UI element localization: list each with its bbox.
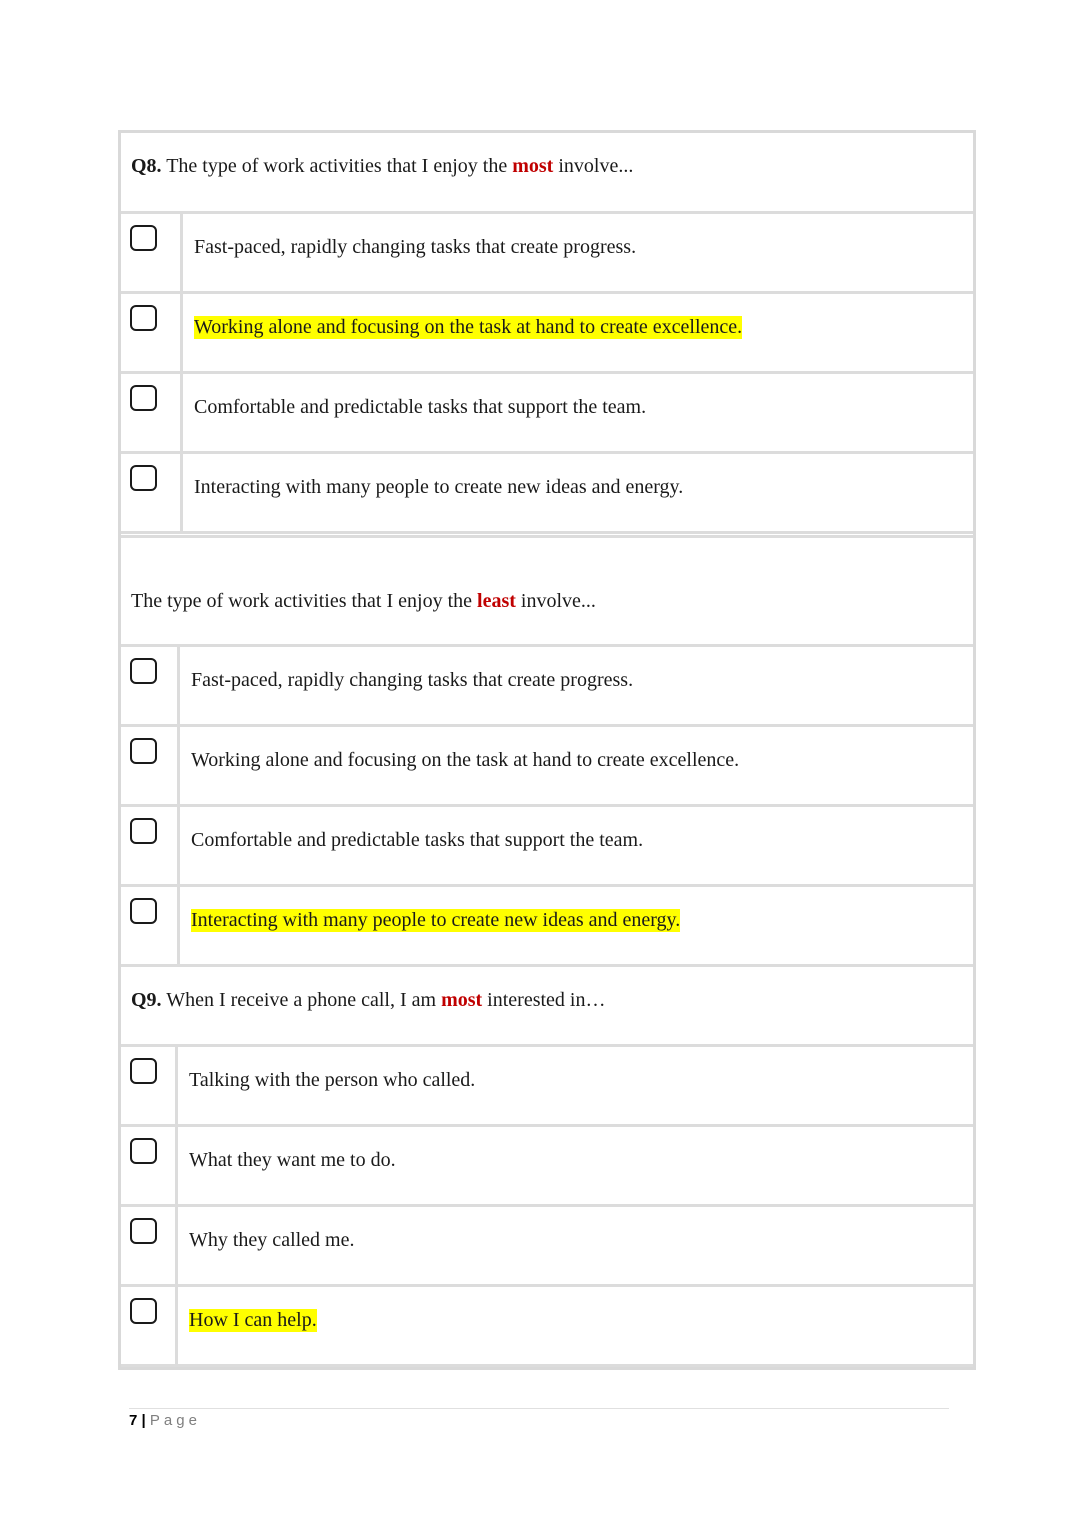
checkbox-cell — [121, 1287, 178, 1364]
option-row — [121, 374, 973, 454]
page-footer — [129, 1412, 201, 1429]
option-label: Working alone and focusing on the task at hand to create excellence. — [191, 749, 740, 771]
option-label: Interacting with many people to create new ideas and energy. — [194, 476, 684, 498]
option-row — [121, 647, 973, 727]
option-row — [121, 1047, 973, 1127]
question-emphasis: least — [477, 590, 516, 612]
question-text — [131, 989, 605, 1012]
option-label: Fast-paced, rapidly changing tasks that create progress. — [194, 236, 637, 258]
option-row — [121, 727, 973, 807]
option-label: Talking with the person who called. — [189, 1069, 476, 1091]
option-checkbox[interactable] — [130, 738, 157, 764]
option-label: What they want me to do. — [189, 1149, 396, 1171]
question-number: Q8. — [131, 155, 162, 177]
question-q8-least — [121, 538, 973, 647]
option-checkbox[interactable] — [130, 225, 157, 251]
option-label: Fast-paced, rapidly changing tasks that create progress. — [191, 669, 634, 691]
question-prefix: When I receive a phone call, I am — [166, 989, 437, 1011]
question-suffix: interested in… — [487, 989, 606, 1011]
option-checkbox[interactable] — [130, 305, 157, 331]
questionnaire-table — [118, 130, 976, 1370]
question-q9-most — [121, 967, 973, 1047]
question-suffix: involve... — [520, 590, 596, 612]
option-row — [121, 214, 973, 294]
option-row — [121, 1127, 973, 1207]
checkbox-cell — [121, 294, 183, 371]
checkbox-cell — [121, 454, 183, 531]
question-emphasis: most — [512, 155, 554, 177]
option-checkbox[interactable] — [130, 1058, 157, 1084]
checkbox-cell — [121, 214, 183, 291]
option-row — [121, 294, 973, 374]
question-text — [131, 155, 633, 178]
option-checkbox[interactable] — [130, 1298, 157, 1324]
question-q8-most — [121, 133, 973, 214]
question-emphasis: most — [441, 989, 483, 1011]
option-label: Comfortable and predictable tasks that support the team. — [194, 396, 647, 418]
option-label: Comfortable and predictable tasks that support the team. — [191, 829, 644, 851]
option-row — [121, 1207, 973, 1287]
option-label-highlighted: How I can help. — [189, 1309, 317, 1331]
question-prefix: The type of work activities that I enjoy the — [131, 590, 473, 612]
question-prefix: The type of work activities that I enjoy the — [166, 155, 508, 177]
option-row — [121, 454, 973, 534]
checkbox-cell — [121, 1207, 178, 1284]
option-checkbox[interactable] — [130, 898, 157, 924]
page-label: Page — [149, 1412, 201, 1429]
question-text — [131, 590, 596, 613]
option-checkbox[interactable] — [130, 465, 157, 491]
option-row — [121, 807, 973, 887]
checkbox-cell — [121, 374, 183, 451]
checkbox-cell — [121, 807, 180, 884]
page-number: 7 — [129, 1412, 138, 1429]
option-row — [121, 1287, 973, 1367]
option-checkbox[interactable] — [130, 1218, 157, 1244]
footer-separator: | — [141, 1412, 146, 1429]
footer-rule — [129, 1408, 949, 1409]
question-suffix: involve... — [558, 155, 634, 177]
option-checkbox[interactable] — [130, 1138, 157, 1164]
checkbox-cell — [121, 1047, 178, 1124]
option-checkbox[interactable] — [130, 818, 157, 844]
option-label-highlighted: Working alone and focusing on the task at hand to create excellence. — [194, 316, 743, 338]
checkbox-cell — [121, 647, 180, 724]
option-label: Why they called me. — [189, 1229, 355, 1251]
option-checkbox[interactable] — [130, 658, 157, 684]
checkbox-cell — [121, 887, 180, 964]
question-number: Q9. — [131, 989, 162, 1011]
option-label-highlighted: Interacting with many people to create new ideas and energy. — [191, 909, 681, 931]
checkbox-cell — [121, 1127, 178, 1204]
option-checkbox[interactable] — [130, 385, 157, 411]
option-row — [121, 887, 973, 967]
checkbox-cell — [121, 727, 180, 804]
